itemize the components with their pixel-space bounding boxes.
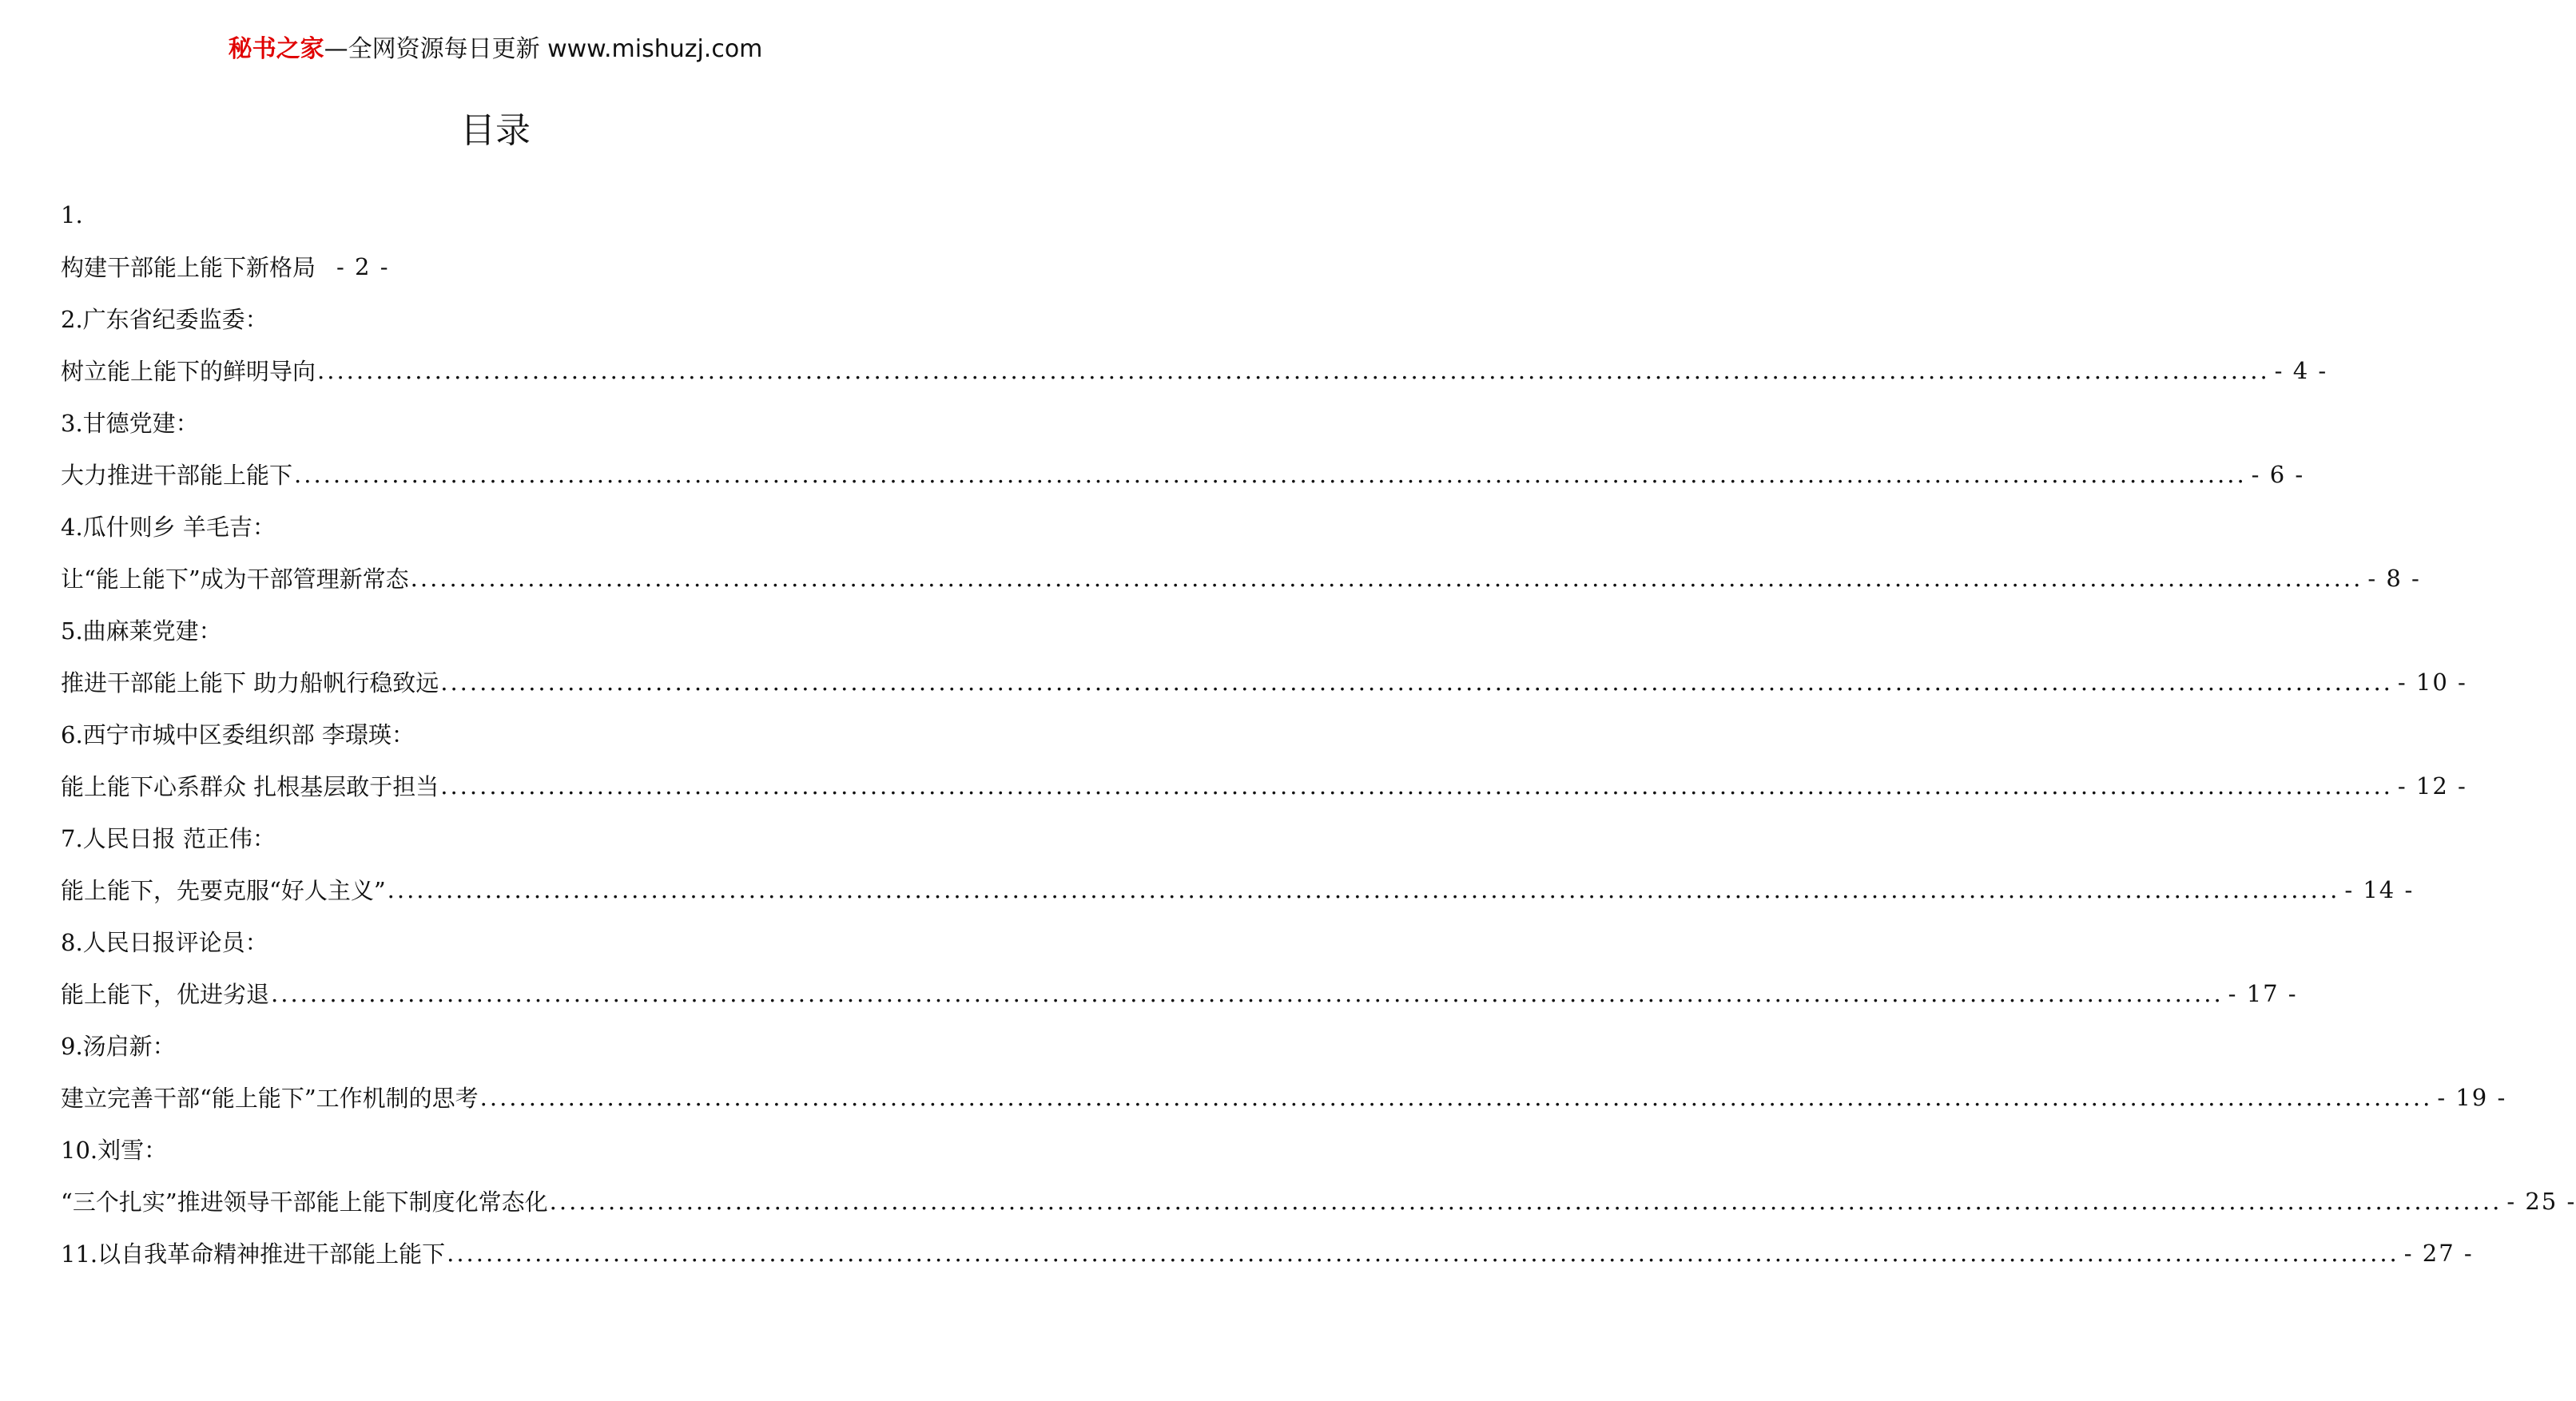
- toc-entry-page: - 4 -: [2274, 356, 2328, 384]
- toc-entry-title: 能上能下心系群众 扎根基层敢于担当: [61, 773, 439, 800]
- dot-leader: ........................................................................................................................................................................................................: [294, 460, 2247, 488]
- toc-entry[interactable]: [61, 656, 2467, 708]
- toc-entry-page: - 27 -: [2403, 1239, 2474, 1267]
- banner-tagline: —全网资源每日更新 www.mishuzj.com: [324, 35, 763, 63]
- toc-heading: 7.人民日报 范正伟：: [61, 825, 276, 852]
- toc-entry-page: - 19 -: [2437, 1083, 2507, 1111]
- dot-leader: ........................................................................................................................................................................................................: [440, 772, 2393, 800]
- toc-entry-title: 构建干部能上能下新格局: [61, 254, 316, 281]
- toc-heading: 8.人民日报评论员：: [61, 929, 268, 956]
- dot-leader: ........................................................................................................................................................................................................: [271, 979, 2224, 1007]
- toc-entry-page: - 8 -: [2367, 564, 2421, 592]
- toc-heading: 3.甘德党建：: [61, 410, 199, 437]
- toc-entry-page: - 17 -: [2228, 979, 2298, 1007]
- dot-leader: ........................................................................................................................................................................................................: [479, 1083, 2433, 1111]
- toc-entry-title: 能上能下，优进劣退: [61, 981, 270, 1008]
- toc-entry-title: 树立能上能下的鲜明导向: [61, 358, 316, 385]
- toc-heading: 2.广东省纪委监委：: [61, 306, 268, 333]
- toc-entry-page: - 25 -: [2506, 1187, 2576, 1215]
- toc-entry-title: 大力推进干部能上能下: [61, 462, 293, 489]
- brand-name: 秘书之家: [228, 35, 324, 63]
- toc-entry[interactable]: [61, 1175, 2576, 1227]
- site-banner: [0, 34, 991, 65]
- dot-leader: ........................................................................................................................................................................................................: [410, 564, 2363, 592]
- toc-entry-page: - 6 -: [2251, 460, 2305, 488]
- toc-entry[interactable]: [61, 448, 2305, 500]
- toc-heading: 5.曲麻莱党建：: [61, 617, 222, 645]
- dot-leader: ........................................................................................................................................................................................................: [387, 875, 2340, 903]
- toc-entry[interactable]: [61, 552, 2421, 604]
- page-title: 目录: [460, 110, 531, 151]
- toc-entry[interactable]: [61, 240, 932, 292]
- toc-heading: 10.刘雪：: [61, 1137, 168, 1164]
- dot-leader: ........................................................................................................................................................................................................: [440, 668, 2393, 696]
- dot-leader: ........................................................................................................................................................................................................: [549, 1187, 2502, 1215]
- toc-entry-title: 能上能下，先要克服“好人主义”: [61, 877, 386, 904]
- dot-leader: ........................................................................................................................................................................................................: [317, 356, 2270, 384]
- toc-entry-title: 让“能上能下”成为干部管理新常态: [61, 566, 409, 593]
- toc-entry[interactable]: [61, 1071, 2507, 1123]
- toc-entry-page: - 2 -: [336, 252, 390, 280]
- toc-heading: 4.瓜什则乡 羊毛吉：: [61, 514, 276, 541]
- toc-entry-title: 11.以自我革命精神推进干部能上能下: [61, 1240, 446, 1268]
- table-of-contents: [61, 189, 2576, 1279]
- toc-entry[interactable]: [61, 760, 2467, 812]
- toc-entry-title: 建立完善干部“能上能下”工作机制的思考: [61, 1085, 479, 1112]
- toc-entry[interactable]: [61, 1227, 2474, 1279]
- toc-entry-page: - 14 -: [2344, 875, 2415, 903]
- toc-entry[interactable]: [61, 863, 2415, 915]
- toc-heading: 6.西宁市城中区委组织部 李璟瑛：: [61, 721, 415, 748]
- toc-entry[interactable]: [61, 967, 2298, 1019]
- toc-entry-page: - 12 -: [2397, 772, 2467, 800]
- dot-leader: ........................................................................................................................................................................................................: [447, 1239, 2399, 1267]
- toc-heading: 9.汤启新：: [61, 1033, 176, 1060]
- toc-entry[interactable]: [61, 344, 2328, 396]
- toc-entry-title: “三个扎实”推进领导干部能上能下制度化常态化: [61, 1189, 548, 1216]
- toc-entry-title: 推进干部能上能下 助力船帆行稳致远: [61, 669, 439, 697]
- toc-entry-page: - 10 -: [2397, 668, 2467, 696]
- toc-heading: 1.: [61, 200, 83, 228]
